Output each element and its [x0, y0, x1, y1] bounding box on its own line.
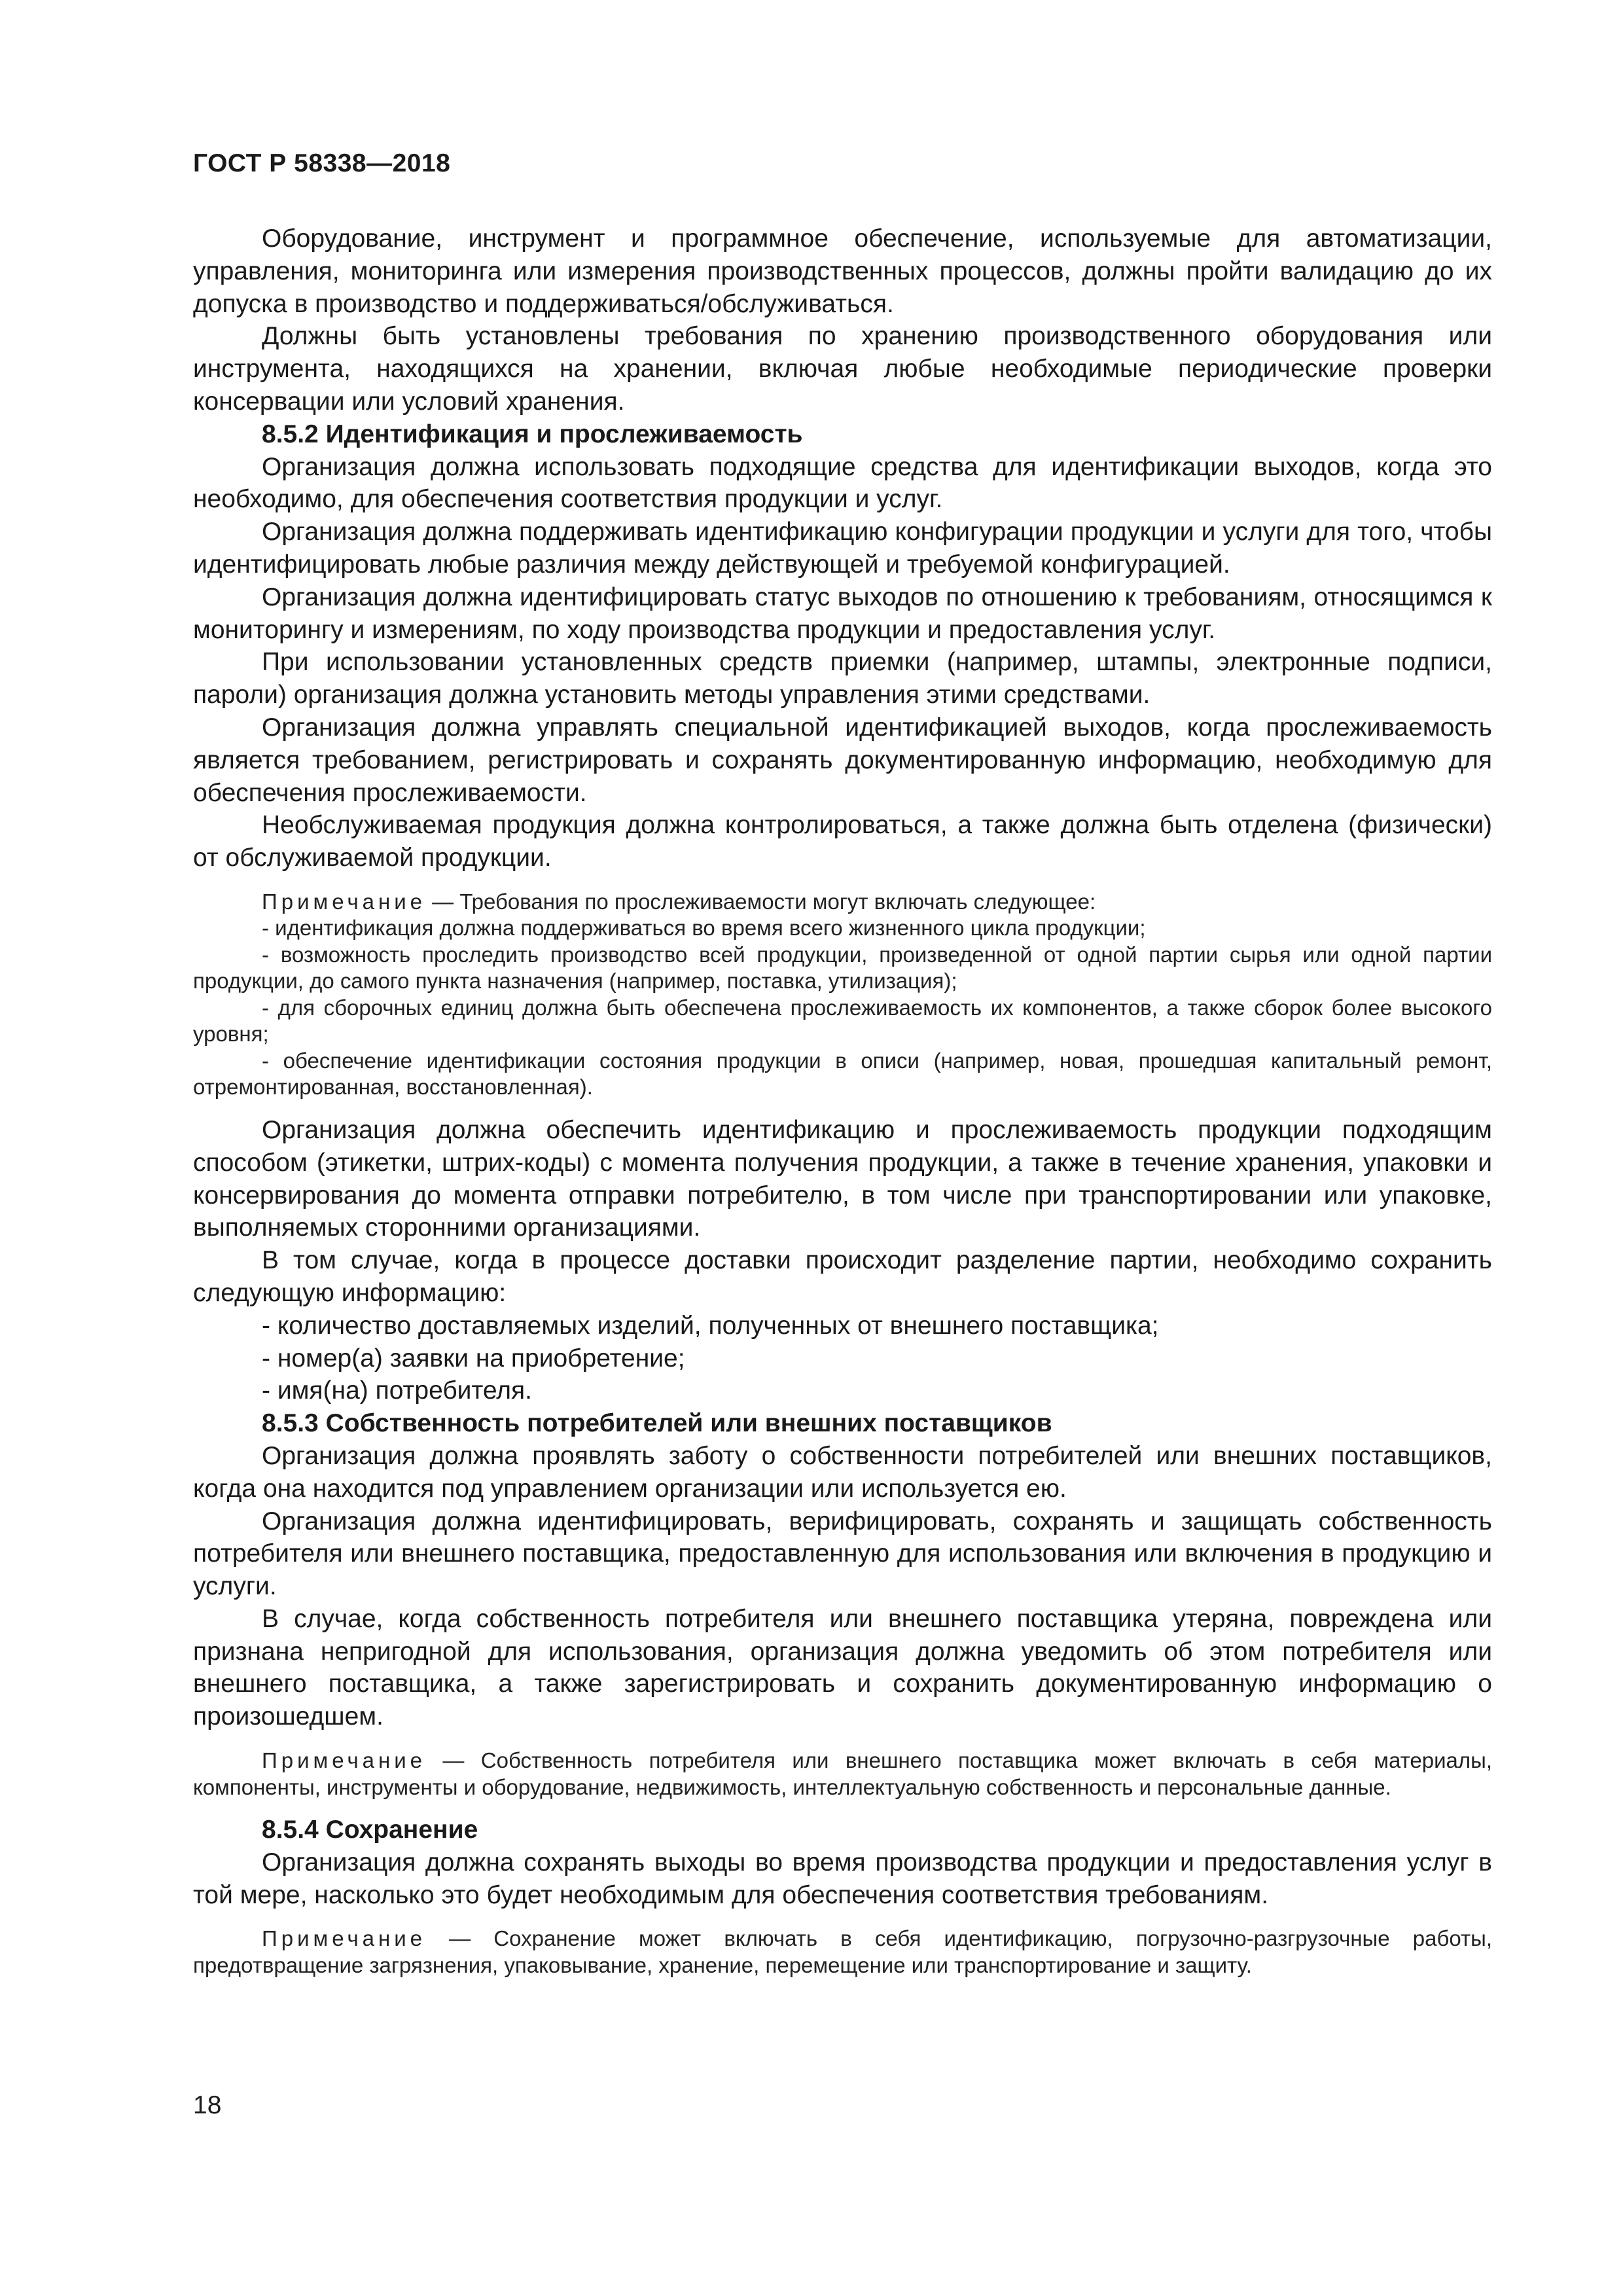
- paragraph: Организация должна использовать подходящие средства для идентификации выходов, когда это необходимо, для обеспечения соответствия продукции и услуг.: [193, 452, 1492, 514]
- note-preservation: [193, 1926, 1492, 1979]
- paragraph: В том случае, когда в процессе доставки происходит разделение партии, необходимо сохранить следующую информацию:: [193, 1246, 1492, 1307]
- note-list-item: - возможность проследить производство всей продукции, произведенной от одной партии сырья или одной партии продукции, до самого пункта назначения (например, поставка, утилизация);: [193, 942, 1492, 994]
- note-label: Примечание: [262, 1748, 427, 1773]
- note-label: Примечание: [262, 889, 427, 914]
- section-heading-8-5-2: 8.5.2 Идентификация и прослеживаемость: [262, 420, 803, 448]
- paragraph: Организация должна проявлять заботу о собственности потребителей или внешних поставщиков, когда она находится под управлением организации или используется ею.: [193, 1441, 1492, 1503]
- section-heading-8-5-3: 8.5.3 Собственность потребителей или внешних поставщиков: [262, 1409, 1052, 1438]
- list-item: - номер(а) заявки на приобретение;: [262, 1344, 685, 1372]
- list-item: - имя(на) потребителя.: [262, 1376, 532, 1405]
- paragraph-equipment-validation: Оборудование, инструмент и программное обеспечение, используемые для автоматизации, управления, мониторинга или измерения производственных процессов, должны пройти валидацию до их допуска в производство и поддерживаться/обслуживаться.: [193, 224, 1492, 318]
- paragraph-equipment-storage: Должны быть установлены требования по хранению производственного оборудования или инструмента, находящихся на хранении, включая любые необходимые периодические проверки консервации или условий хранения.: [193, 322, 1492, 416]
- note-list-item: - идентификация должна поддерживаться во время всего жизненного цикла продукции;: [262, 916, 1146, 941]
- note-list-item: - для сборочных единиц должна быть обеспечена прослеживаемость их компонентов, а также сборок более высокого уровня;: [193, 995, 1492, 1047]
- note-label: Примечание: [262, 1926, 427, 1951]
- note-property: [193, 1748, 1492, 1801]
- paragraph: Организация должна управлять специальной идентификацией выходов, когда прослеживаемость является требованием, регистрировать и сохранять документированную информацию, необходимую для обеспечения прослеживаемости.: [193, 713, 1492, 807]
- paragraph: В случае, когда собственность потребителя или внешнего поставщика утеряна, повреждена или признана непригодной для использования, организация должна уведомить об этом потребителя или внешнего поставщика, а также зарегистрировать и сохранить документированную информацию о произошедшем.: [193, 1604, 1492, 1731]
- paragraph: Необслуживаемая продукция должна контролироваться, а также должна быть отделена (физически) от обслуживаемой продукции.: [193, 811, 1492, 872]
- document-id: ГОСТ Р 58338—2018: [193, 149, 451, 177]
- page-number: 18: [193, 2091, 222, 2119]
- note-text: — Сохранение может включать в себя идентификацию, погрузочно-разгрузочные работы, предотвращение загрязнения, упаковывание, хранение, перемещение или транспортирование и защиту.: [193, 1926, 1492, 1977]
- paragraph: Организация должна обеспечить идентификацию и прослеживаемость продукции подходящим способом (этикетки, штрих-коды) с момента получения продукции, а также в течение хранения, упаковки и консервирования до момента отправки потребителю, в том числе при транспортировании или упаковке, выполняемых сторонними организациями.: [193, 1115, 1492, 1242]
- note-text: — Собственность потребителя или внешнего поставщика может включать в себя материалы, компоненты, инструменты и оборудование, недвижимость, интеллектуальную собственность и персональные данные.: [193, 1748, 1492, 1799]
- paragraph: Организация должна идентифицировать статус выходов по отношению к требованиям, относящимся к мониторингу и измерениям, по ходу производства продукции и предоставления услуг.: [193, 583, 1492, 644]
- section-heading-8-5-4: 8.5.4 Сохранение: [262, 1816, 478, 1844]
- paragraph: Организация должна идентифицировать, верифицировать, сохранять и защищать собственность потребителя или внешнего поставщика, предоставленную для использования или включения в продукцию и услуги.: [193, 1507, 1492, 1601]
- note-list-item: - обеспечение идентификации состояния продукции в описи (например, новая, прошедшая капитальный ремонт, отремонтированная, восстановленная).: [193, 1048, 1492, 1100]
- paragraph: Организация должна сохранять выходы во время производства продукции и предоставления услуг в той мере, насколько это будет необходимым для обеспечения соответствия требованиям.: [193, 1848, 1492, 1909]
- note-traceability: [193, 889, 1492, 1101]
- paragraph: При использовании установленных средств приемки (например, штампы, электронные подписи, пароли) организация должна установить методы управления этими средствами.: [193, 648, 1492, 709]
- note-text: — Требования по прослеживаемости могут включать следующее:: [426, 889, 1096, 914]
- paragraph: Организация должна поддерживать идентификацию конфигурации продукции и услуги для того, чтобы идентифицировать любые различия между действующей и требуемой конфигурацией.: [193, 518, 1492, 579]
- list-item: - количество доставляемых изделий, полученных от внешнего поставщика;: [262, 1311, 1159, 1340]
- page-body: [193, 223, 1492, 1992]
